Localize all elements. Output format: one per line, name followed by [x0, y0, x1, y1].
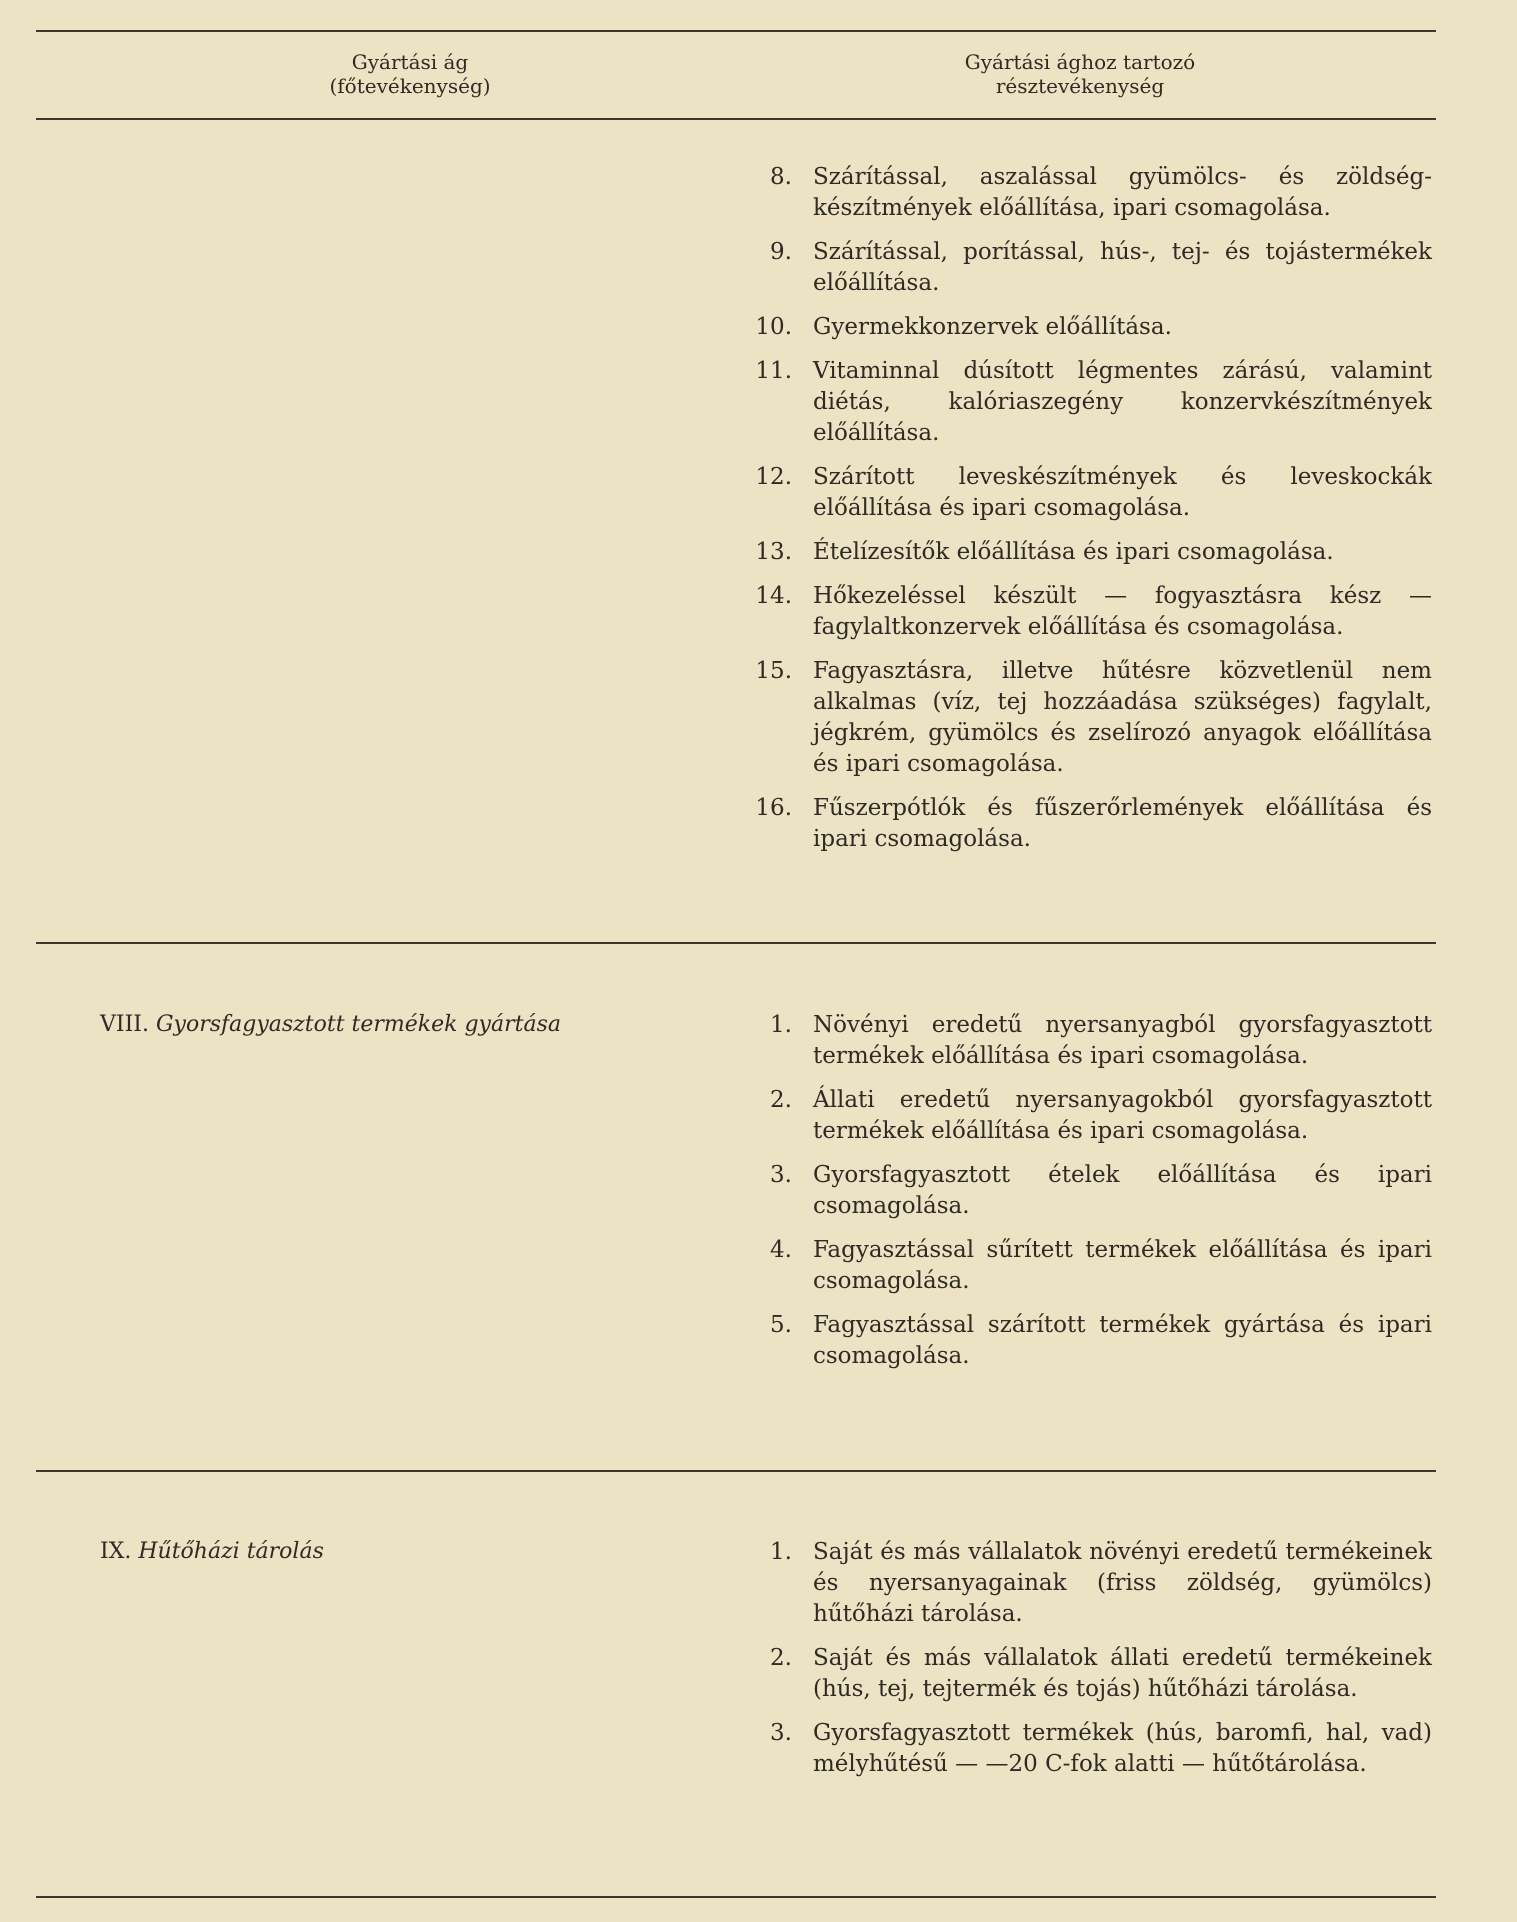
- item-number: 1.: [770, 1012, 792, 1038]
- section-name: Hűtőházi tárolás: [138, 1539, 324, 1564]
- section-divider: [36, 1896, 1436, 1898]
- item-text: Fagyasztással szárított termékek gyártása és ipari csomagolása.: [813, 1312, 1432, 1369]
- item-text: Gyermekkonzervek előállítása.: [813, 314, 1172, 340]
- section-divider: [36, 942, 1436, 944]
- item-number: 2.: [770, 1645, 792, 1671]
- item-number: 11.: [755, 358, 792, 384]
- list-item: [752, 162, 1432, 224]
- item-text: Saját és más vállalatok növényi eredetű termékeinek és nyersanyagainak (friss zöldség, gyümölcs) hűtőházi tárolása.: [813, 1539, 1432, 1627]
- item-number: 15.: [755, 658, 792, 684]
- item-number: 5.: [770, 1312, 792, 1338]
- item-text: Növényi eredetű nyersanyagból gyorsfagyasztott termékek előállítása és ipari csomagolása.: [813, 1012, 1432, 1069]
- list-item: [752, 356, 1432, 449]
- header-bottom-rule: [36, 118, 1436, 120]
- list-item: [752, 656, 1432, 780]
- header-top-rule: [36, 30, 1436, 32]
- list-item: [752, 581, 1432, 643]
- section-viii-items: [752, 1010, 1432, 1372]
- item-text: Fagyasztásra, illetve hűtésre közvetlenül nem alkalmas (víz, tej hozzáadása szükséges) fagylalt, jégkrém, gyümölcs és zselírozó anyagok előállítása és ipari csomagolása.: [813, 658, 1432, 777]
- list-item: [752, 237, 1432, 299]
- item-text: Szárítással, porítással, hús-, tej- és tojástermékek előállítása.: [813, 239, 1432, 296]
- item-text: Saját és más vállalatok állati eredetű termékeinek (hús, tej, tejtermék és tojás) hűtőházi tárolása.: [813, 1645, 1432, 1702]
- item-number: 1.: [770, 1539, 792, 1565]
- column-header-main-activity-line2: (főtevékenység): [329, 74, 491, 98]
- item-text: Szárított leveskészítmények és leveskockák előállítása és ipari csomagolása.: [813, 464, 1432, 521]
- item-text: Gyorsfagyasztott ételek előállítása és ipari csomagolása.: [813, 1162, 1432, 1219]
- section-divider: [36, 1470, 1436, 1472]
- item-number: 16.: [755, 795, 792, 821]
- item-text: Hőkezeléssel készült — fogyasztásra kész — fagylaltkonzervek előállítása és csomagolása.: [813, 583, 1432, 640]
- item-number: 3.: [770, 1162, 792, 1188]
- column-header-main-activity: [300, 50, 520, 98]
- section-title-viii: [100, 1010, 561, 1040]
- item-text: Állati eredetű nyersanyagokból gyorsfagyasztott termékek előállítása és ipari csomagolása.: [813, 1087, 1432, 1144]
- column-header-main-activity-line1: Gyártási ág: [351, 50, 469, 74]
- item-number: 8.: [770, 164, 792, 190]
- column-header-sub-activity: [920, 50, 1240, 98]
- item-text: Fagyasztással sűrített termékek előállítása és ipari csomagolása.: [813, 1237, 1432, 1294]
- list-item: [752, 537, 1432, 568]
- item-number: 3.: [770, 1720, 792, 1746]
- item-number: 12.: [755, 464, 792, 490]
- section-ix-items: [752, 1537, 1432, 1780]
- item-number: 14.: [755, 583, 792, 609]
- item-text: Gyorsfagyasztott termékek (hús, baromfi, hal, vad) mélyhűtésű — —20 C-fok alatti — hűtőtárolása.: [813, 1720, 1432, 1777]
- section-title-ix: [100, 1537, 324, 1567]
- list-item: [752, 1310, 1432, 1372]
- list-item: [752, 793, 1432, 855]
- column-header-sub-activity-line1: Gyártási ághoz tartozó: [964, 50, 1196, 74]
- list-item: [752, 312, 1432, 343]
- list-item: [752, 1643, 1432, 1705]
- item-text: Fűszerpótlók és fűszerőrlemények előállítása és ipari csomagolása.: [813, 795, 1432, 852]
- item-number: 9.: [770, 239, 792, 265]
- item-number: 13.: [755, 539, 792, 565]
- item-number: 4.: [770, 1237, 792, 1263]
- list-item: [752, 1718, 1432, 1780]
- list-item: [752, 1160, 1432, 1222]
- list-item: [752, 462, 1432, 524]
- list-item: [752, 1010, 1432, 1072]
- item-number: 10.: [755, 314, 792, 340]
- section-continued-items: [752, 162, 1432, 855]
- list-item: [752, 1537, 1432, 1630]
- section-number: VIII.: [100, 1012, 149, 1037]
- section-name: Gyorsfagyasztott termékek gyártása: [155, 1012, 561, 1037]
- list-item: [752, 1235, 1432, 1297]
- item-text: Ételízesítők előállítása és ipari csomagolása.: [813, 539, 1334, 565]
- column-header-sub-activity-line2: résztevékenység: [995, 74, 1165, 98]
- item-number: 2.: [770, 1087, 792, 1113]
- item-text: Szárítással, aszalással gyümölcs- és zöldség-készítmények előállítása, ipari csomagolása.: [813, 164, 1432, 221]
- list-item: [752, 1085, 1432, 1147]
- section-number: IX.: [100, 1539, 132, 1564]
- item-text: Vitaminnal dúsított légmentes zárású, valamint diétás, kalóriaszegény konzervkészítmények előállítása.: [813, 358, 1432, 446]
